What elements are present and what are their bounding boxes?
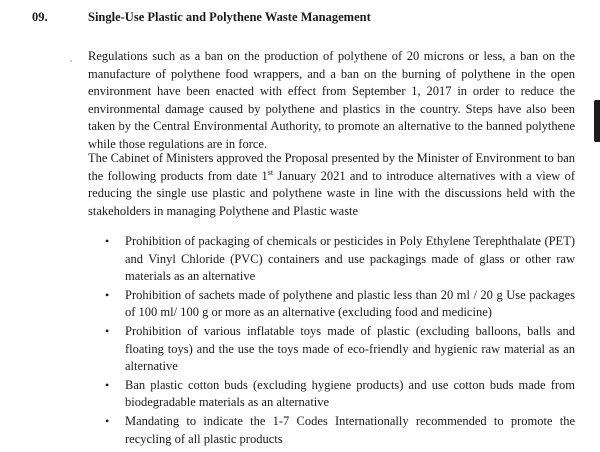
section-number: 09. xyxy=(32,10,48,24)
margin-speck xyxy=(70,60,72,62)
list-item-text: Ban plastic cotton buds (excluding hygiene products) and use cotton buds made from biodegradable materials as an alternative xyxy=(125,377,575,410)
paragraph-cabinet-approval xyxy=(88,150,575,220)
paragraph-cabinet-approval-start: The Cabinet of Ministers approved the Proposal presented by the Minister of Environment to ban the following products from date 1 xyxy=(88,151,575,183)
list-item xyxy=(88,377,575,412)
list-item-text: Prohibition of packaging of chemicals or pesticides in Poly Ethylene Terephthalate (PET) and Vinyl Chloride (PVC) containers and use packagings made of glass or other raw materials as an alternative xyxy=(125,234,575,284)
bullet-icon: • xyxy=(105,413,110,428)
ordinal-suffix: st xyxy=(267,167,274,177)
bullet-icon: • xyxy=(105,234,110,248)
bullet-icon: • xyxy=(105,323,110,338)
list-item xyxy=(88,413,575,448)
list-item-text: Prohibition of various inflatable toys made of plastic (excluding balloons, balls and floating toys) and the use the toys made of eco-friendly and hygienic raw material as an alternative xyxy=(125,323,575,374)
list-item-text: Prohibition of sachets made of polythene and plastic less than 20 ml / 20 g Use packages of 100 ml/ 100 g or more as an alternative (excluding food and medicine) xyxy=(125,287,575,320)
list-item xyxy=(88,287,575,322)
scan-edge-mark xyxy=(594,100,600,142)
paragraph-cabinet-approval-end: January 2021 and to introduce alternatives with a view of reducing the single use plastic and polythene waste in line with the discussions held with the stakeholders in managing Polythene and Plastic waste xyxy=(88,168,575,218)
list-item xyxy=(88,233,575,286)
section-title: Single-Use Plastic and Polythene Waste Management xyxy=(88,10,371,24)
list-item-text: Mandating to indicate the 1-7 Codes Internationally recommended to promote the recycling of all plastic products xyxy=(125,413,575,446)
paragraph-regulations: Regulations such as a ban on the production of polythene of 20 microns or less, a ban on the manufacture of polythene food wrappers, and a ban on the burning of polythene in the open environment have been enacted with effect from September 1, 2017 in order to reduce the environmental damage caused by polythene and plastics in the country. Steps have also been taken by the Central Environmental Authority, to promote an alternative to the banned polythene while those regulations are in force. xyxy=(88,49,575,151)
bullet-icon: • xyxy=(105,287,110,302)
bullet-icon: • xyxy=(105,377,110,392)
banned-products-list xyxy=(88,233,575,449)
list-item xyxy=(88,323,575,376)
